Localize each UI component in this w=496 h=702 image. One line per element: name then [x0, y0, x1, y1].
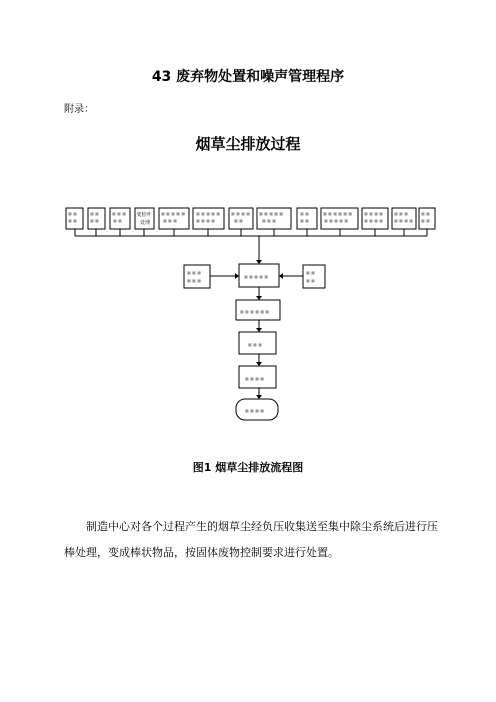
left-input-box — [184, 265, 210, 288]
svg-text:■ ■ ■: ■ ■ ■ — [112, 211, 126, 216]
svg-text:■ ■ ■: ■ ■ ■ — [163, 218, 177, 223]
svg-text:■ ■: ■ ■ — [421, 211, 430, 216]
svg-text:■ ■: ■ ■ — [90, 218, 99, 223]
svg-text:■ ■: ■ ■ — [421, 218, 430, 223]
svg-text:■ ■ ■ ■ ■: ■ ■ ■ ■ ■ — [196, 211, 220, 216]
svg-text:■ ■ ■ ■: ■ ■ ■ ■ — [394, 218, 413, 223]
svg-text:■ ■ ■ ■ ■: ■ ■ ■ ■ ■ — [161, 211, 185, 216]
svg-text:■ ■ ■: ■ ■ ■ — [248, 342, 262, 347]
svg-text:■ ■: ■ ■ — [234, 218, 243, 223]
svg-text:■ ■: ■ ■ — [300, 218, 309, 223]
svg-text:■ ■ ■ ■ ■ ■: ■ ■ ■ ■ ■ ■ — [240, 309, 270, 314]
svg-text:■ ■ ■ ■: ■ ■ ■ ■ — [245, 376, 264, 381]
svg-text:■ ■: ■ ■ — [90, 211, 99, 216]
source-box-4-label — [137, 211, 152, 226]
svg-text:■ ■: ■ ■ — [300, 211, 309, 216]
svg-text:■ ■ ■ ■: ■ ■ ■ ■ — [231, 211, 250, 216]
svg-text:■ ■ ■: ■ ■ ■ — [394, 211, 408, 216]
svg-text:■ ■ ■ ■ ■: ■ ■ ■ ■ ■ — [244, 274, 268, 279]
page-title: 43 废弃物处置和噪声管理程序 — [151, 69, 345, 85]
svg-text:■ ■: ■ ■ — [68, 211, 77, 216]
right-input-box — [303, 265, 325, 288]
svg-text:■ ■ ■ ■: ■ ■ ■ ■ — [364, 211, 383, 216]
appendix-label: 附录： — [64, 104, 94, 115]
svg-text:处理: 处理 — [140, 220, 151, 226]
svg-text:■ ■ ■: ■ ■ ■ — [187, 270, 201, 275]
svg-text:■ ■ ■ ■ ■ ■: ■ ■ ■ ■ ■ ■ — [323, 211, 353, 216]
section-title: 烟草尘排放过程 — [195, 135, 301, 153]
svg-text:■ ■: ■ ■ — [113, 218, 122, 223]
body-paragraph: 制造中心对各个过程产生的烟草尘经负压收集送至集中除尘系统后进行压棒处理，变成棒状物品，按固体废物控制要求进行处置。 — [64, 520, 438, 559]
figure-caption: 图1 烟草尘排放流程图 — [192, 461, 304, 474]
svg-text:■ ■: ■ ■ — [68, 218, 77, 223]
svg-text:■ ■ ■: ■ ■ ■ — [262, 218, 276, 223]
svg-text:■ ■: ■ ■ — [306, 278, 315, 283]
svg-text:■ ■ ■ ■: ■ ■ ■ ■ — [245, 408, 264, 413]
svg-text:■ ■ ■ ■ ■: ■ ■ ■ ■ ■ — [259, 211, 283, 216]
svg-text:变松叶: 变松叶 — [136, 212, 152, 218]
svg-text:■ ■ ■: ■ ■ ■ — [187, 278, 201, 283]
svg-text:■ ■ ■ ■: ■ ■ ■ ■ — [364, 218, 383, 223]
svg-text:■ ■ ■ ■ ■: ■ ■ ■ ■ ■ — [324, 218, 348, 223]
svg-text:■ ■: ■ ■ — [306, 270, 315, 275]
svg-text:■ ■ ■ ■: ■ ■ ■ ■ — [196, 218, 215, 223]
